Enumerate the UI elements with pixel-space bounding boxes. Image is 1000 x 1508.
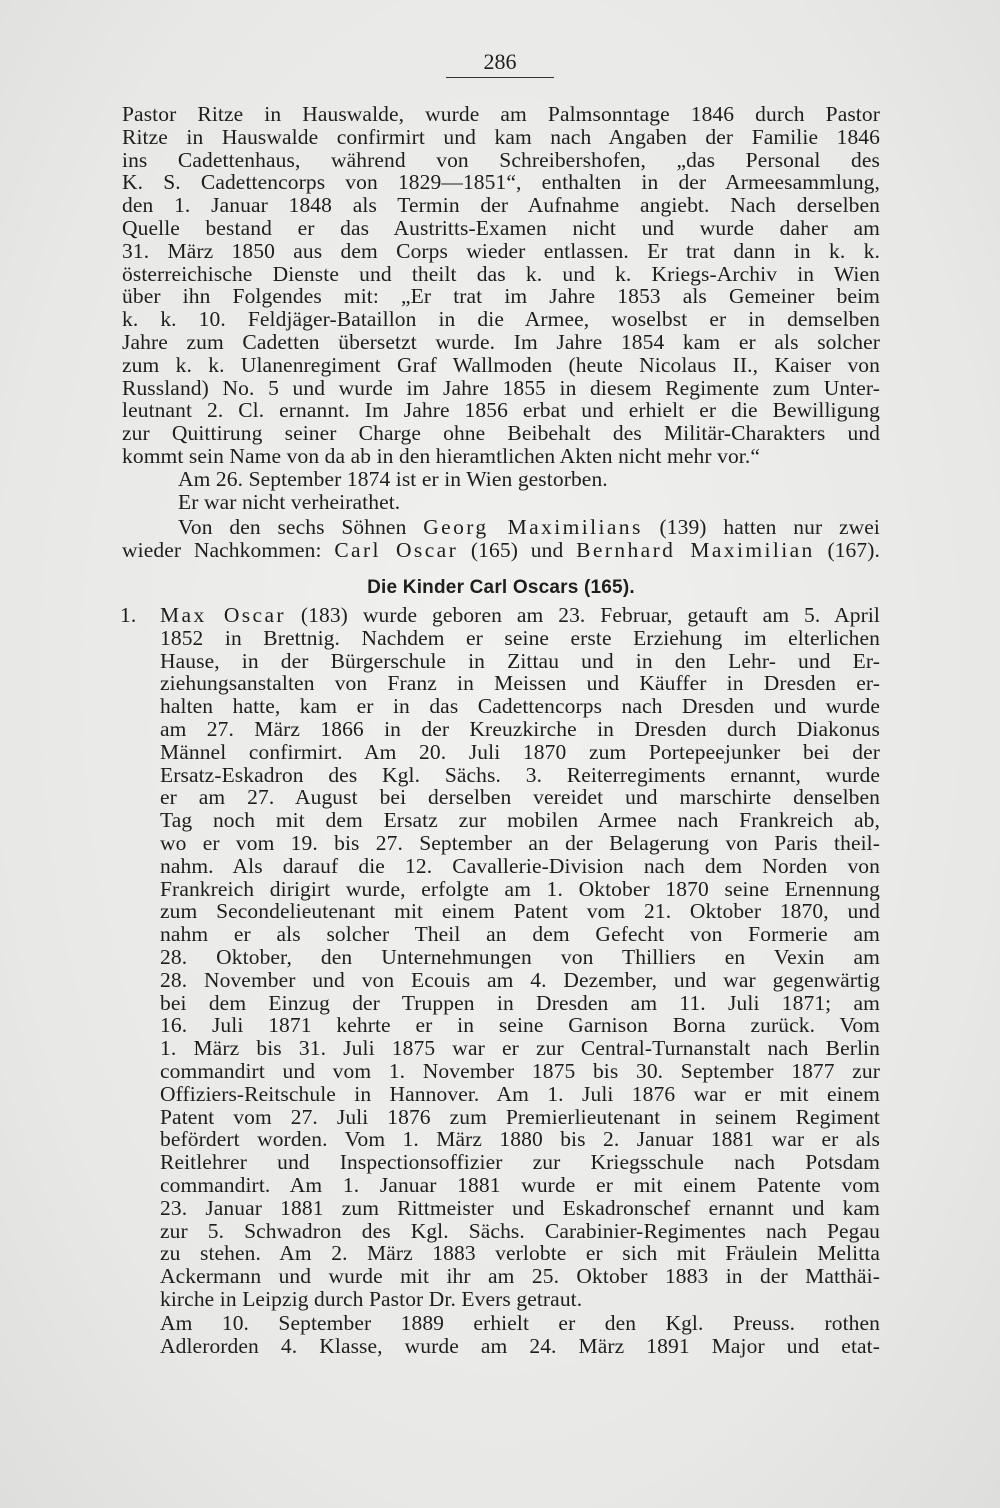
text-line: ziehungsanstalten von Franz in Meissen und Käuffer in Dresden er- bbox=[160, 671, 880, 696]
paragraph-continuation bbox=[122, 103, 880, 468]
text-line: nahm. Als darauf die 12. Cavallerie-Division nach dem Norden von bbox=[160, 853, 880, 878]
person-name: Bernhard Maximilian bbox=[576, 537, 815, 562]
text-line: bei dem Einzug der Truppen in Dresden am 11. Juli 1871; am bbox=[160, 990, 880, 1015]
text-line: wo er vom 19. bis 27. September an der Belagerung von Paris theil- bbox=[160, 830, 880, 855]
entry-number: 1. bbox=[120, 603, 137, 627]
text-line: 31. März 1850 aus dem Corps wieder entlassen. Er trat dann in k. k. bbox=[122, 238, 880, 263]
text-line: Quelle bestand er das Austritts-Examen nicht und wurde daher am bbox=[122, 215, 880, 240]
person-name: Carl Oscar bbox=[334, 537, 459, 562]
text-line: er am 27. August bei derselben vereidet und marschirte denselben bbox=[160, 785, 880, 810]
text-line: 1852 in Brettnig. Nachdem er seine erste Erziehung im elterlichen bbox=[160, 625, 880, 650]
text-line: Von den sechs Söhnen Georg Maximilians (139) hatten nur zwei bbox=[178, 515, 881, 539]
text-line: zum k. k. Ulanenregiment Graf Wallmoden (heute Nicolaus II., Kaiser von bbox=[122, 352, 880, 377]
text-line: zur 5. Schwadron des Kgl. Sächs. Carabinier-Regimentes nach Pegau bbox=[160, 1218, 880, 1243]
text-line: Am 26. September 1874 ist er in Wien gestorben. bbox=[178, 467, 608, 491]
text-line: Reitlehrer und Inspectionsoffizier zur Kriegsschule nach Potsdam bbox=[160, 1150, 880, 1175]
text-line: Hause, in der Bürgerschule in Zittau und in den Lehr- und Er- bbox=[160, 648, 880, 673]
text-line: 16. Juli 1871 kehrte er in seine Garnison Borna zurück. Vom bbox=[160, 1013, 880, 1038]
text-line: kirche in Leipzig durch Pastor Dr. Evers getraut. bbox=[160, 1286, 583, 1311]
text-line: Tag noch mit dem Ersatz zur mobilen Armee nach Frankreich ab, bbox=[160, 808, 880, 833]
text-line: Offiziers-Reitschule in Hannover. Am 1. Juli 1876 war er mit einem bbox=[160, 1081, 880, 1106]
page-number-rule bbox=[446, 77, 554, 78]
text-line: Ritze in Hauswalde confirmirt und kam nach Angaben der Familie 1846 bbox=[122, 124, 880, 149]
text-line: zur Quittirung seiner Charge ohne Beibehalt des Militär-Charakters und bbox=[122, 421, 880, 446]
text-line: am 27. März 1866 in der Kreuzkirche in Dresden durch Diakonus bbox=[160, 716, 880, 741]
text-line: Frankreich dirigirt wurde, erfolgte am 1. Oktober 1870 seine Ernennung bbox=[160, 876, 880, 901]
page-number: 286 bbox=[483, 49, 517, 74]
text-line: k. k. 10. Feldjäger-Bataillon in die Armee, woselbst er in demselben bbox=[122, 307, 880, 332]
paragraph-order bbox=[122, 1312, 880, 1358]
text-line: Ackermann und wurde mit ihr am 25. Oktober 1883 in der Matthäi- bbox=[160, 1264, 880, 1289]
person-name: Georg Maximilians bbox=[423, 515, 643, 539]
marriage-note bbox=[122, 491, 880, 514]
text-line: 1. Max Oscar (183) wurde geboren am 23. Februar, getauft am 5. April bbox=[120, 603, 880, 627]
text-line: 28. Oktober, den Unternehmungen von Thilliers en Vexin am bbox=[160, 944, 880, 969]
text-line: 1. März bis 31. Juli 1875 war er zur Central-Turnanstalt nach Berlin bbox=[160, 1036, 880, 1061]
text-line: den 1. Januar 1848 als Termin der Aufnahme angiebt. Nach derselben bbox=[122, 193, 880, 218]
text-line: Er war nicht verheirathet. bbox=[178, 490, 401, 514]
text-line: befördert worden. Vom 1. März 1880 bis 2. Januar 1881 war er als bbox=[160, 1127, 880, 1152]
text-line: K. S. Cadettencorps von 1829—1851“, enthalten in der Armeesammlung, bbox=[122, 170, 880, 195]
text-line: Jahre zum Cadetten übersetzt wurde. Im Jahre 1854 kam er als solcher bbox=[122, 329, 880, 354]
text-line: 23. Januar 1881 zum Rittmeister und Eskadronschef ernannt und kam bbox=[160, 1195, 880, 1220]
person-name: Max Oscar bbox=[160, 603, 286, 627]
text-line: leutnant 2. Cl. ernannt. Im Jahre 1856 erbat und erhielt er die Bewilligung bbox=[122, 398, 880, 423]
section-heading: Die Kinder Carl Oscars (165). bbox=[367, 577, 635, 598]
text-line: über ihn Folgendes mit: „Er trat im Jahre 1853 als Gemeiner beim bbox=[122, 284, 880, 309]
text-line: zum Secondelieutenant mit einem Patent vom 21. Oktober 1870, und bbox=[160, 899, 880, 924]
paragraph-sons bbox=[122, 516, 880, 562]
text-line: Am 10. September 1889 erhielt er den Kgl. Preuss. rothen bbox=[160, 1311, 880, 1335]
text-line: ins Cadettenhaus, während von Schreibershofen, „das Personal des bbox=[122, 147, 880, 172]
text-line: commandirt und vom 1. November 1875 bis 30. September 1877 zur bbox=[160, 1058, 880, 1083]
text-line: österreichische Dienste und theilt das k. und k. Kriegs-Archiv in Wien bbox=[122, 261, 880, 286]
text-line: 28. November und von Ecouis am 4. Dezember, und war gegenwärtig bbox=[160, 967, 880, 992]
text-line: wieder Nachkommen: Carl Oscar (165) und Bernhard Maximilian (167). bbox=[122, 537, 880, 562]
text-line: zu stehen. Am 2. März 1883 verlobte er sich mit Fräulein Melitta bbox=[160, 1241, 880, 1266]
text-line: Patent vom 27. Juli 1876 zum Premierlieutenant in seinem Regiment bbox=[160, 1104, 880, 1129]
text-line: Pastor Ritze in Hauswalde, wurde am Palmsonntage 1846 durch Pastor bbox=[122, 102, 880, 126]
text-line: halten hatte, kam er in das Cadettencorps nach Dresden und wurde bbox=[160, 694, 880, 719]
text-line: Adlerorden 4. Klasse, wurde am 24. März 1891 Major und etat- bbox=[160, 1333, 880, 1358]
text-line: commandirt. Am 1. Januar 1881 wurde er mit einem Patente vom bbox=[160, 1172, 880, 1197]
entry-max-oscar bbox=[122, 604, 880, 1311]
text-line: Männel confirmirt. Am 20. Juli 1870 zum Portepeejunker bei der bbox=[160, 739, 880, 764]
death-note bbox=[122, 468, 880, 491]
text-line: Ersatz-Eskadron des Kgl. Sächs. 3. Reiterregiments ernannt, wurde bbox=[160, 762, 880, 787]
text-line: kommt sein Name von da ab in den hieramtlichen Akten nicht mehr vor.“ bbox=[122, 443, 760, 468]
text-line: nahm er als solcher Theil an dem Gefecht von Formerie am bbox=[160, 922, 880, 947]
text-line: Russland) No. 5 und wurde im Jahre 1855 in diesem Regimente zum Unter- bbox=[122, 375, 880, 400]
